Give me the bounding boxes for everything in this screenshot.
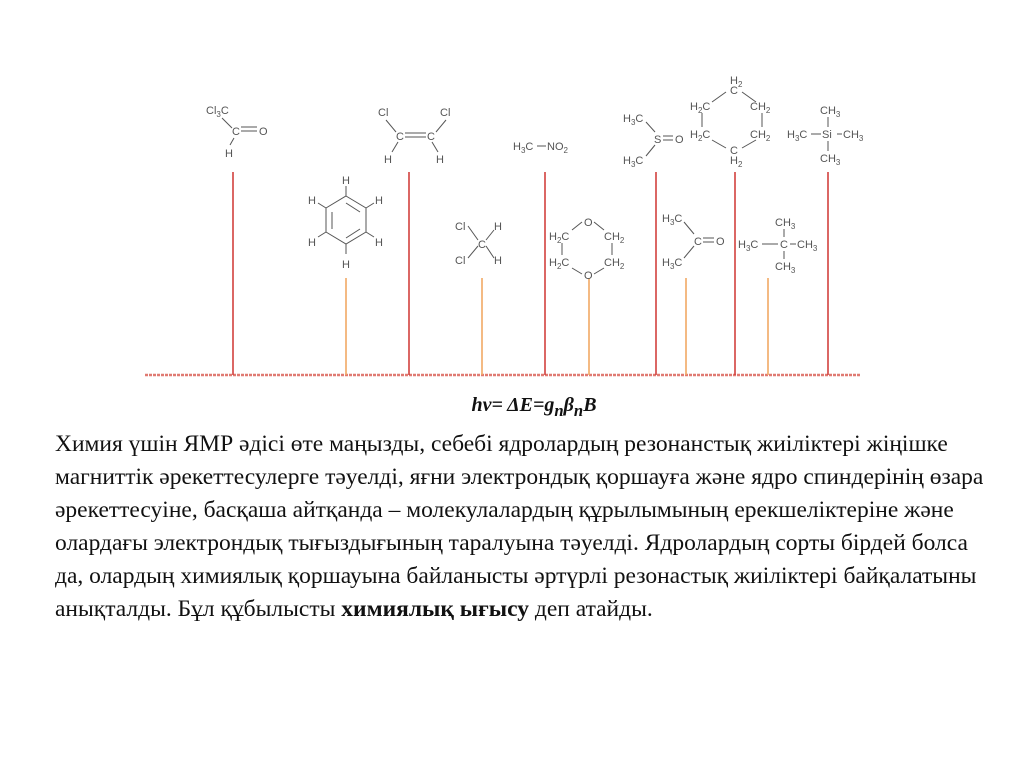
molecule-dioxane bbox=[549, 217, 625, 282]
svg-text:O: O bbox=[716, 236, 725, 248]
svg-text:H: H bbox=[308, 195, 316, 207]
svg-text:NO2: $NO_2$ bbox=[547, 141, 568, 155]
molecule-tert-butane bbox=[738, 217, 818, 275]
svg-text:CH3: $CH_3$ bbox=[797, 239, 818, 253]
spectrum-peaks bbox=[233, 172, 828, 375]
molecule-trichloroacetaldehyde bbox=[206, 105, 268, 160]
paragraph-text: Химия үшін ЯМР әдісі өте маңызды, себебі ядролардың резонанстық жиіліктері жіңішке магниттік әрекеттесулерге тәуелді, яғни электрондық қоршауға және ядро спиндерінің өзара әрекеттесуіне, басқаша айтқанда – молекулалардың құрылымының ерекшеліктеріне және олардағы электрондық тығыздығының таралуына тәуелді. Ядролардың сорты бірдей болса да, олардың химиялық қоршауына байланысты әртүрлі резонастық жиіліктері байқалатыны анықталды. Бұл құбылысты bbox=[55, 431, 984, 622]
molecule-dichloroethylene bbox=[378, 107, 450, 166]
svg-text:C: C bbox=[396, 131, 404, 143]
svg-text:H: H bbox=[375, 195, 383, 207]
svg-text:H: H bbox=[342, 175, 350, 187]
svg-text:C: C bbox=[730, 85, 738, 97]
svg-text:H: H bbox=[494, 221, 502, 233]
svg-text:H: H bbox=[375, 237, 383, 249]
molecule-benzene bbox=[308, 175, 383, 271]
svg-text:Cl: Cl bbox=[378, 107, 389, 119]
svg-text:Si: Si bbox=[822, 129, 832, 141]
svg-text:CH2: $CH_2$ bbox=[750, 129, 771, 143]
svg-text:C: C bbox=[694, 236, 702, 248]
svg-text:O: O bbox=[584, 217, 593, 229]
molecule-nitromethane bbox=[513, 141, 569, 155]
svg-text:H2: $H_2$ bbox=[730, 75, 743, 89]
svg-text:H2C: $H_2C$ bbox=[690, 101, 711, 115]
svg-text:C: C bbox=[730, 145, 738, 157]
svg-text:Cl: Cl bbox=[455, 221, 466, 233]
svg-text:CH2: $CH_2$ bbox=[604, 231, 625, 245]
svg-text:Cl3C: $Cl_3C$ bbox=[206, 105, 229, 119]
svg-text:H2C: $H_2C$ bbox=[549, 231, 570, 245]
svg-text:CH3: $CH_3$ bbox=[820, 153, 841, 167]
svg-text:H: H bbox=[494, 255, 502, 267]
svg-text:H: H bbox=[308, 237, 316, 249]
svg-text:C: C bbox=[780, 239, 788, 251]
svg-text:H3C: $H_3C$ bbox=[513, 141, 534, 155]
svg-text:H3C: $H_3C$ bbox=[787, 129, 808, 143]
svg-text:O: O bbox=[584, 270, 593, 282]
molecule-tetramethylsilane bbox=[787, 105, 864, 167]
molecule-dichloromethane bbox=[455, 221, 502, 267]
svg-text:CH3: $CH_3$ bbox=[820, 105, 841, 119]
svg-text:CH3: $CH_3$ bbox=[843, 129, 864, 143]
svg-text:O: O bbox=[675, 134, 684, 146]
svg-text:H3C: $H_3C$ bbox=[623, 155, 644, 169]
svg-text:C: C bbox=[427, 131, 435, 143]
svg-text:H2C: $H_2C$ bbox=[690, 129, 711, 143]
svg-text:S: S bbox=[654, 134, 662, 146]
svg-text:Cl: Cl bbox=[440, 107, 451, 119]
svg-text:O: O bbox=[259, 126, 268, 138]
resonance-formula: $h\nu= \Delta E=g_n\beta_nB$ bbox=[471, 394, 597, 420]
svg-text:H2C: $H_2C$ bbox=[549, 257, 570, 271]
svg-text:C: C bbox=[232, 126, 240, 138]
svg-text:H3C: $H_3C$ bbox=[738, 239, 759, 253]
svg-text:H2: $H_2$ bbox=[730, 155, 743, 169]
paragraph-ending: деп атайды. bbox=[534, 596, 653, 622]
svg-text:H: H bbox=[342, 259, 350, 271]
svg-text:H: H bbox=[225, 148, 233, 160]
svg-text:CH2: $CH_2$ bbox=[750, 101, 771, 115]
chemical-shift-term: химиялық ығысу bbox=[341, 596, 530, 622]
molecule-dimethyl-sulfoxide bbox=[623, 113, 684, 169]
svg-text:H3C: $H_3C$ bbox=[662, 213, 683, 227]
svg-text:H3C: $H_3C$ bbox=[662, 257, 683, 271]
nmr-paragraph bbox=[55, 428, 995, 626]
molecule-cyclohexane bbox=[690, 75, 771, 169]
svg-text:H: H bbox=[384, 154, 392, 166]
svg-text:CH2: $CH_2$ bbox=[604, 257, 625, 271]
svg-text:CH3: $CH_3$ bbox=[775, 217, 796, 231]
molecule-acetone bbox=[662, 213, 725, 271]
svg-text:CH3: $CH_3$ bbox=[775, 261, 796, 275]
svg-text:H: H bbox=[436, 154, 444, 166]
svg-text:C: C bbox=[478, 239, 486, 251]
svg-text:Cl: Cl bbox=[455, 255, 466, 267]
svg-text:H3C: $H_3C$ bbox=[623, 113, 644, 127]
